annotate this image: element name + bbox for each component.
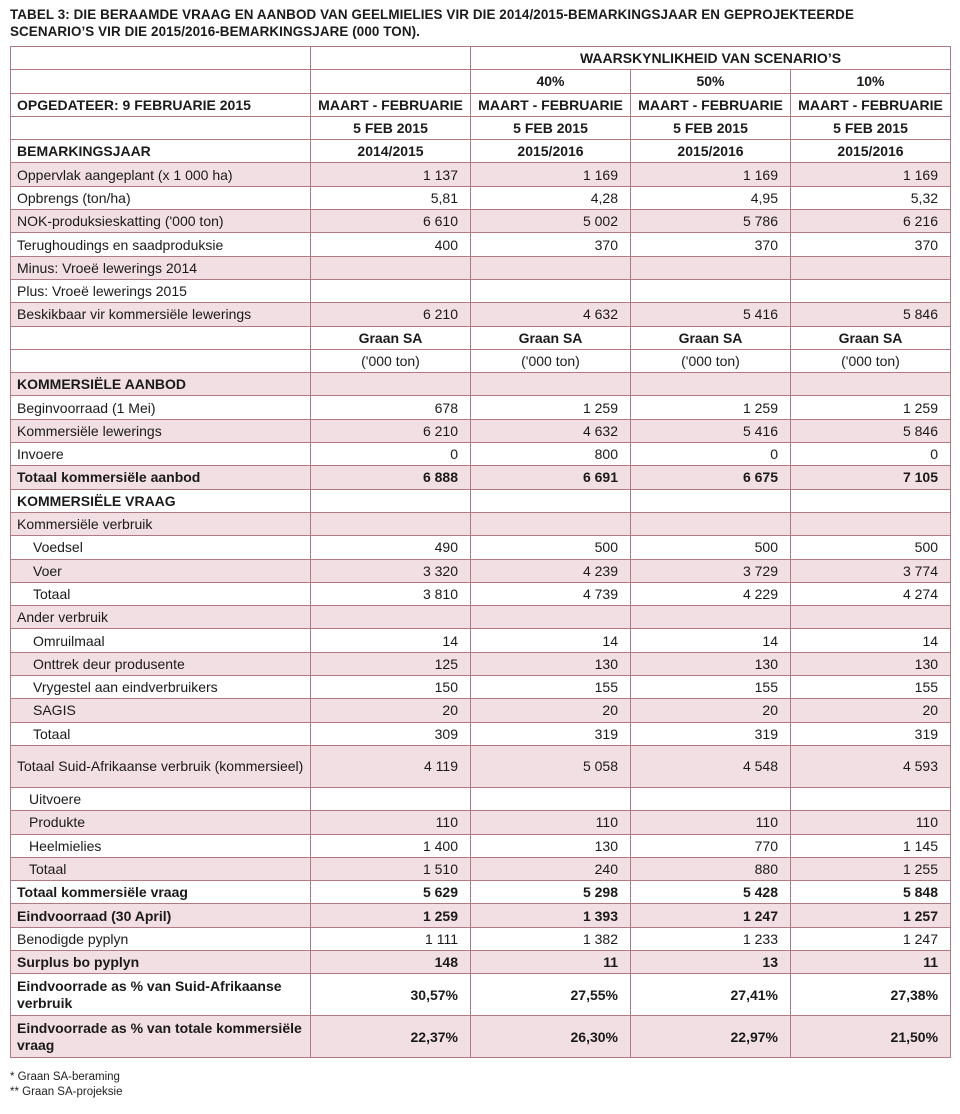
value-cell: 27,41%	[631, 974, 791, 1016]
value-cell: 150	[311, 676, 471, 699]
value-cell: 1 137	[311, 163, 471, 186]
year-cell: 2014/2015	[311, 140, 471, 163]
value-cell: 5 002	[471, 210, 631, 233]
row-label: Oppervlak aangeplant (x 1 000 ha)	[11, 163, 311, 186]
value-cell: 1 247	[631, 904, 791, 927]
table-row	[11, 950, 951, 973]
date-cell: 5 FEB 2015	[311, 116, 471, 139]
table-row	[11, 443, 951, 466]
table-row	[11, 857, 951, 880]
date-row	[11, 116, 951, 139]
value-cell: 130	[471, 652, 631, 675]
table-row	[11, 927, 951, 950]
value-cell: 5 058	[471, 745, 631, 787]
date-cell: 5 FEB 2015	[791, 116, 951, 139]
value-cell	[471, 256, 631, 279]
value-cell: 3 320	[311, 559, 471, 582]
value-cell: ('000 ton)	[631, 349, 791, 372]
row-label: Kommersiële lewerings	[11, 419, 311, 442]
value-cell	[311, 512, 471, 535]
value-cell: 5 298	[471, 881, 631, 904]
value-cell: 110	[631, 811, 791, 834]
value-cell: 1 259	[791, 396, 951, 419]
table-row	[11, 256, 951, 279]
table-row	[11, 326, 951, 349]
value-cell: 319	[471, 722, 631, 745]
table-row	[11, 676, 951, 699]
updated-label: OPGEDATEER: 9 FEBRUARIE 2015	[11, 93, 311, 116]
value-cell: 130	[471, 834, 631, 857]
row-label: Heelmielies	[11, 834, 311, 857]
header-empty-cell	[11, 47, 311, 70]
table-title-line-2: SCENARIO’S VIR DIE 2015/2016-BEMARKINGSJARE (000 TON).	[10, 24, 420, 39]
value-cell: 14	[311, 629, 471, 652]
value-cell: 4,28	[471, 186, 631, 209]
value-cell: 880	[631, 857, 791, 880]
value-cell: 4 739	[471, 582, 631, 605]
value-cell: 5 416	[631, 303, 791, 326]
row-label: Vrygestel aan eindverbruikers	[11, 676, 311, 699]
row-label: Eindvoorrade as % van totale kommersiële vraag	[11, 1016, 311, 1058]
date-cell: 5 FEB 2015	[631, 116, 791, 139]
date-cell: 5 FEB 2015	[471, 116, 631, 139]
value-cell	[631, 373, 791, 396]
row-label: Invoere	[11, 443, 311, 466]
value-cell	[631, 512, 791, 535]
table-row	[11, 186, 951, 209]
value-cell: Graan SA	[311, 326, 471, 349]
row-label	[11, 349, 311, 372]
value-cell	[311, 489, 471, 512]
year-cell: 2015/2016	[631, 140, 791, 163]
row-label: Produkte	[11, 811, 311, 834]
table-row	[11, 396, 951, 419]
value-cell: 1 382	[471, 927, 631, 950]
value-cell: 1 247	[791, 927, 951, 950]
table-row	[11, 303, 951, 326]
row-label: Minus: Vroeë lewerings 2014	[11, 256, 311, 279]
probability-cell: 50%	[631, 70, 791, 93]
period-cell: MAART - FEBRUARIE	[471, 93, 631, 116]
footnote: * Graan SA-beraming	[10, 1071, 120, 1084]
row-label: Eindvoorrade as % van Suid-Afrikaanse verbruik	[11, 974, 311, 1016]
value-cell: 20	[311, 699, 471, 722]
row-label: Totaal kommersiële vraag	[11, 881, 311, 904]
value-cell: 1 510	[311, 857, 471, 880]
value-cell: 500	[471, 536, 631, 559]
value-cell: 1 257	[791, 904, 951, 927]
row-label: Uitvoere	[11, 787, 311, 810]
value-cell	[791, 279, 951, 302]
header-empty-cell	[11, 70, 311, 93]
value-cell: 22,97%	[631, 1016, 791, 1058]
value-cell: 110	[791, 811, 951, 834]
value-cell: 4,95	[631, 186, 791, 209]
value-cell	[311, 606, 471, 629]
value-cell: 370	[631, 233, 791, 256]
value-cell: 400	[311, 233, 471, 256]
value-cell: 110	[311, 811, 471, 834]
table-row	[11, 787, 951, 810]
row-label: KOMMERSIËLE VRAAG	[11, 489, 311, 512]
row-label: Surplus bo pyplyn	[11, 950, 311, 973]
row-label: Beskikbaar vir kommersiële lewerings	[11, 303, 311, 326]
value-cell: 13	[631, 950, 791, 973]
value-cell: 770	[631, 834, 791, 857]
supply-demand-table	[10, 46, 951, 1058]
value-cell: 130	[791, 652, 951, 675]
value-cell: 6 216	[791, 210, 951, 233]
value-cell: 5 428	[631, 881, 791, 904]
footnote: ** Graan SA-projeksie	[10, 1086, 123, 1099]
value-cell	[311, 256, 471, 279]
value-cell: 1 169	[471, 163, 631, 186]
value-cell: 6 610	[311, 210, 471, 233]
table-row	[11, 904, 951, 927]
row-label: Benodigde pyplyn	[11, 927, 311, 950]
row-label: Omruilmaal	[11, 629, 311, 652]
value-cell: Graan SA	[471, 326, 631, 349]
value-cell: 6 675	[631, 466, 791, 489]
row-label: Totaal Suid-Afrikaanse verbruik (kommersieel)	[11, 745, 311, 787]
value-cell: 6 210	[311, 419, 471, 442]
table-row	[11, 745, 951, 787]
probability-cell: 10%	[791, 70, 951, 93]
table-row	[11, 811, 951, 834]
value-cell	[471, 373, 631, 396]
value-cell	[631, 279, 791, 302]
value-cell: 5 846	[791, 303, 951, 326]
table-row	[11, 279, 951, 302]
row-label: Opbrengs (ton/ha)	[11, 186, 311, 209]
value-cell: 1 400	[311, 834, 471, 857]
value-cell: 1 233	[631, 927, 791, 950]
row-label: Totaal	[11, 722, 311, 745]
value-cell	[791, 512, 951, 535]
value-cell: 1 259	[471, 396, 631, 419]
probability-row	[11, 70, 951, 93]
value-cell	[631, 256, 791, 279]
value-cell: 130	[631, 652, 791, 675]
table-row	[11, 419, 951, 442]
value-cell	[791, 373, 951, 396]
value-cell: 0	[791, 443, 951, 466]
table-row	[11, 559, 951, 582]
value-cell: 26,30%	[471, 1016, 631, 1058]
value-cell: ('000 ton)	[791, 349, 951, 372]
table-row	[11, 489, 951, 512]
value-cell: 11	[791, 950, 951, 973]
value-cell	[791, 787, 951, 810]
row-label: Beginvoorraad (1 Mei)	[11, 396, 311, 419]
value-cell: 4 548	[631, 745, 791, 787]
year-cell: 2015/2016	[471, 140, 631, 163]
value-cell: 678	[311, 396, 471, 419]
table-row	[11, 536, 951, 559]
value-cell: 7 105	[791, 466, 951, 489]
value-cell: 6 210	[311, 303, 471, 326]
value-cell	[471, 489, 631, 512]
value-cell: 3 774	[791, 559, 951, 582]
table-title	[10, 6, 950, 40]
value-cell: 4 632	[471, 419, 631, 442]
value-cell: 4 229	[631, 582, 791, 605]
table-row	[11, 629, 951, 652]
row-label: Eindvoorraad (30 April)	[11, 904, 311, 927]
value-cell: 1 393	[471, 904, 631, 927]
value-cell: 1 145	[791, 834, 951, 857]
table-title-line-1: TABEL 3: DIE BERAAMDE VRAAG EN AANBOD VAN GEELMIELIES VIR DIE 2014/2015-BEMARKINGSJAAR EN GEPROJEKTEERDE	[10, 7, 854, 22]
value-cell: 14	[631, 629, 791, 652]
value-cell: 370	[791, 233, 951, 256]
value-cell	[471, 606, 631, 629]
value-cell: Graan SA	[631, 326, 791, 349]
value-cell: 1 169	[631, 163, 791, 186]
value-cell: 1 111	[311, 927, 471, 950]
table-row	[11, 373, 951, 396]
value-cell: 30,57%	[311, 974, 471, 1016]
value-cell: 1 259	[311, 904, 471, 927]
value-cell: 4 239	[471, 559, 631, 582]
value-cell: 21,50%	[791, 1016, 951, 1058]
value-cell: 1 259	[631, 396, 791, 419]
row-label: Voedsel	[11, 536, 311, 559]
value-cell: 110	[471, 811, 631, 834]
row-label: Plus: Vroeë lewerings 2015	[11, 279, 311, 302]
value-cell: 6 691	[471, 466, 631, 489]
table-row	[11, 210, 951, 233]
value-cell: 6 888	[311, 466, 471, 489]
value-cell: 240	[471, 857, 631, 880]
table-row	[11, 163, 951, 186]
value-cell: 1 255	[791, 857, 951, 880]
row-label: Voer	[11, 559, 311, 582]
value-cell: 148	[311, 950, 471, 973]
value-cell: 5 846	[791, 419, 951, 442]
value-cell: 4 274	[791, 582, 951, 605]
value-cell: Graan SA	[791, 326, 951, 349]
table-row	[11, 722, 951, 745]
table-row	[11, 512, 951, 535]
value-cell: ('000 ton)	[471, 349, 631, 372]
value-cell: 4 593	[791, 745, 951, 787]
row-label	[11, 326, 311, 349]
header-empty-cell	[311, 70, 471, 93]
value-cell: 155	[791, 676, 951, 699]
value-cell: 800	[471, 443, 631, 466]
value-cell: 370	[471, 233, 631, 256]
value-cell: 4 119	[311, 745, 471, 787]
value-cell: 5 848	[791, 881, 951, 904]
value-cell: 309	[311, 722, 471, 745]
row-label: NOK-produksieskatting ('000 ton)	[11, 210, 311, 233]
row-label: Totaal kommersiële aanbod	[11, 466, 311, 489]
value-cell	[471, 279, 631, 302]
header-empty-cell	[11, 116, 311, 139]
value-cell: 11	[471, 950, 631, 973]
table-row	[11, 233, 951, 256]
value-cell: 125	[311, 652, 471, 675]
row-label: Totaal	[11, 582, 311, 605]
value-cell: 5,81	[311, 186, 471, 209]
value-cell: 500	[631, 536, 791, 559]
period-cell: MAART - FEBRUARIE	[631, 93, 791, 116]
value-cell	[471, 512, 631, 535]
value-cell	[631, 489, 791, 512]
footnotes	[10, 1070, 950, 1100]
value-cell: 319	[791, 722, 951, 745]
table-row	[11, 699, 951, 722]
value-cell	[471, 787, 631, 810]
value-cell: 20	[471, 699, 631, 722]
row-label: Onttrek deur produsente	[11, 652, 311, 675]
value-cell: 14	[791, 629, 951, 652]
value-cell: 5,32	[791, 186, 951, 209]
value-cell	[311, 373, 471, 396]
value-cell: 20	[791, 699, 951, 722]
value-cell	[631, 606, 791, 629]
scenario-header-row	[11, 47, 951, 70]
value-cell: 500	[791, 536, 951, 559]
table-row	[11, 349, 951, 372]
value-cell: 319	[631, 722, 791, 745]
value-cell: 22,37%	[311, 1016, 471, 1058]
value-cell: 4 632	[471, 303, 631, 326]
table-row	[11, 834, 951, 857]
value-cell: 5 629	[311, 881, 471, 904]
value-cell	[631, 787, 791, 810]
value-cell: 155	[471, 676, 631, 699]
row-label: Kommersiële verbruik	[11, 512, 311, 535]
header-empty-cell	[311, 47, 471, 70]
period-row	[11, 93, 951, 116]
value-cell: ('000 ton)	[311, 349, 471, 372]
value-cell: 27,38%	[791, 974, 951, 1016]
value-cell: 20	[631, 699, 791, 722]
period-cell: MAART - FEBRUARIE	[311, 93, 471, 116]
table-row	[11, 974, 951, 1016]
value-cell: 490	[311, 536, 471, 559]
year-cell: 2015/2016	[791, 140, 951, 163]
table-row	[11, 1016, 951, 1058]
row-label: Ander verbruik	[11, 606, 311, 629]
value-cell: 0	[311, 443, 471, 466]
value-cell: 3 810	[311, 582, 471, 605]
value-cell: 5 416	[631, 419, 791, 442]
value-cell	[791, 606, 951, 629]
value-cell: 1 169	[791, 163, 951, 186]
value-cell	[791, 489, 951, 512]
value-cell: 27,55%	[471, 974, 631, 1016]
marketing-year-row	[11, 140, 951, 163]
table-row	[11, 606, 951, 629]
value-cell: 3 729	[631, 559, 791, 582]
table-row	[11, 466, 951, 489]
table-row	[11, 582, 951, 605]
row-label: Terughoudings en saadproduksie	[11, 233, 311, 256]
period-cell: MAART - FEBRUARIE	[791, 93, 951, 116]
row-label: SAGIS	[11, 699, 311, 722]
value-cell: 0	[631, 443, 791, 466]
row-label: Totaal	[11, 857, 311, 880]
scenario-probability-title: WAARSKYNLIKHEID VAN SCENARIO’S	[471, 47, 951, 70]
value-cell: 14	[471, 629, 631, 652]
table-row	[11, 652, 951, 675]
value-cell	[791, 256, 951, 279]
table-row	[11, 881, 951, 904]
value-cell: 5 786	[631, 210, 791, 233]
value-cell: 155	[631, 676, 791, 699]
row-label: KOMMERSIËLE AANBOD	[11, 373, 311, 396]
marketing-year-label: BEMARKINGSJAAR	[11, 140, 311, 163]
probability-cell: 40%	[471, 70, 631, 93]
value-cell	[311, 787, 471, 810]
value-cell	[311, 279, 471, 302]
